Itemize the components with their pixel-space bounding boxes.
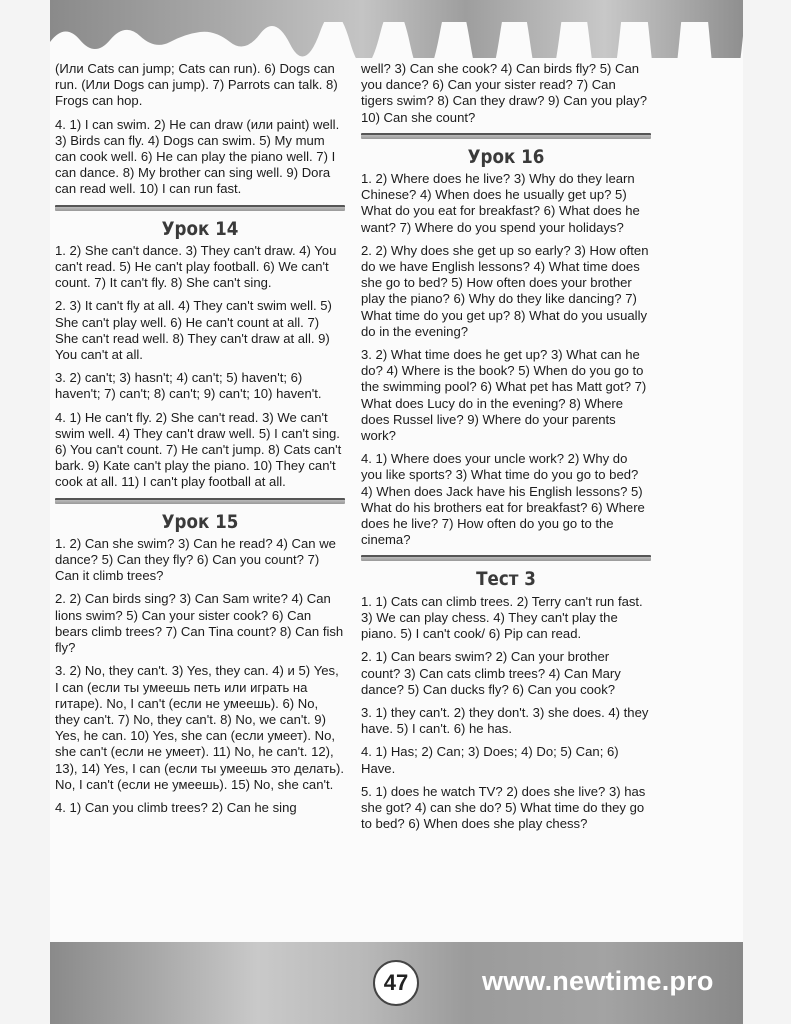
section-divider [55, 498, 345, 504]
answer-paragraph: 2. 1) Can bears swim? 2) Can your brother count? 3) Can cats climb trees? 4) Can Mary dance? 5) Can ducks fly? 6) Can you cook? [361, 649, 621, 697]
answer-paragraph: 2. 3) It can't fly at all. 4) They can't swim well. 5) She can't play well. 6) He can't count at all. 7) She can't read well. 8) They can't draw at all. 9) You can't at all. [55, 298, 332, 363]
answer-paragraph: (Или Cats can jump; Cats can run). 6) Dogs can run. (Или Dogs can jump). 7) Parrots can talk. 8) Frogs can hop. [55, 61, 338, 109]
website-url: www.newtime.pro [482, 966, 714, 996]
answer-paragraph: 1. 1) Cats can climb trees. 2) Terry can't run fast. 3) We can play chess. 4) They can't play the piano. 5) I can't cook/ 6) Pip can read. [361, 593, 643, 642]
answer-paragraph: 5. 1) does he watch TV? 2) does she live? 3) has she got? 4) can she do? 5) What time do they go to bed? 6) When does she play chess? [361, 783, 646, 832]
answer-paragraph: 1. 2) Can she swim? 3) Can he read? 4) Can we dance? 5) Can they fly? 6) Can you count? 7) Can it climb trees? [55, 535, 336, 584]
wave-decoration [50, 22, 743, 62]
right-column [361, 61, 651, 839]
answer-paragraph: 2. 2) Can birds sing? 3) Can Sam write? 4) Can lions swim? 5) Can your sister cook? 6) Can bears climb trees? 7) Can Tina count? 8) Can fish fly? [55, 591, 344, 656]
answer-paragraph: 1. 2) Where does he live? 3) Why do they learn Chinese? 4) When does he usually get up? 5) What do you eat for breakfast? 6) What does he want? 7) Where do you spend your holidays? [361, 171, 640, 235]
lesson-16-heading: Урок 16 [467, 145, 545, 168]
lesson-14-heading: Урок 14 [161, 217, 239, 240]
answer-paragraph: 4. 1) Can you climb trees? 2) Can he sing [55, 799, 297, 815]
answer-paragraph: 3. 2) What time does he get up? 3) What can he do? 4) Where is the book? 5) When do you go to the swimming pool? 6) What pet has Matt got? 7) What does Lucy do in the evening? 8) Where does Russel live? 9) Where do your parents work? [361, 347, 647, 444]
header-wave-band [50, 0, 743, 58]
left-column [55, 61, 345, 823]
answer-paragraph: 1. 2) She can't dance. 3) They can't draw. 4) You can't read. 5) He can't play football. 6) We can't count. 7) It can't fly. 8) She can't sing. [55, 242, 337, 291]
answer-paragraph: 2. 2) Why does she get up so early? 3) How often do we have English lessons? 4) What time does she go to bed? 5) How often does your brother play the piano? 6) Why do they like dancing? 7) What time do you get up? 8) What do you usually do in the evening? [361, 242, 649, 339]
test-3-heading: Тест 3 [476, 568, 536, 591]
section-divider [361, 555, 651, 561]
answer-paragraph: 3. 1) they can't. 2) they don't. 3) she does. 4) they have. 5) I can't. 6) he has. [361, 704, 649, 737]
answer-paragraph: 3. 2) can't; 3) hasn't; 4) can't; 5) haven't; 6) haven't; 7) can't; 8) can't; 9) can't; 10) haven't. [55, 370, 322, 402]
answer-paragraph: well? 3) Can she cook? 4) Can birds fly? 5) Can you dance? 6) Can your sister read? 7) Can tigers swim? 8) Can they draw? 9) Can you play? 10) Can she count? [361, 61, 648, 125]
answer-paragraph: 4. 1) Where does your uncle work? 2) Why do you like sports? 3) What time do you go to bed? 4) When does Jack have his English lessons? 5) What do his brothers eat for breakfast? 6) Where does he live? 7) How often do you go to the cinema? [361, 451, 645, 548]
answer-paragraph: 4. 1) I can swim. 2) He can draw (или paint) well. 3) Birds can fly. 4) Dogs can swim. 5) My mum can cook well. 6) He can play the piano well. 7) I can dance. 8) My brother can sing well. 9) Dora can read well. 10) I can run fast. [55, 116, 340, 197]
section-divider [55, 205, 345, 211]
lesson-15-heading: Урок 15 [161, 510, 239, 533]
section-divider [361, 133, 651, 139]
answer-paragraph: 3. 2) No, they can't. 3) Yes, they can. 4) и 5) Yes, I can (если ты умеешь петь или играть на гитаре). No, I can't (если не умеешь). 6) No, they can't. 7) No, they can't. 8) No, we can't. 9) Yes, he can. 10) Yes, she can (если умеет). No, she can't (если не умеет). 11) No, he can't. 12), 13), 14) Yes, I can (если ты умеешь это делать). No, I can't (если не умеешь). 15) No, she can't. [55, 663, 345, 792]
answer-paragraph: 4. 1) He can't fly. 2) She can't read. 3) We can't swim well. 4) They can't draw well. 5) I can't sing. 6) You can't count. 7) He can't jump. 8) Cats can't bark. 9) Kate can't play the piano. 10) They can't cook at all. 11) I can't play football at all. [55, 409, 342, 490]
answer-paragraph: 4. 1) Has; 2) Can; 3) Does; 4) Do; 5) Can; 6) Have. [361, 744, 619, 776]
page-number: 47 [373, 960, 419, 1006]
